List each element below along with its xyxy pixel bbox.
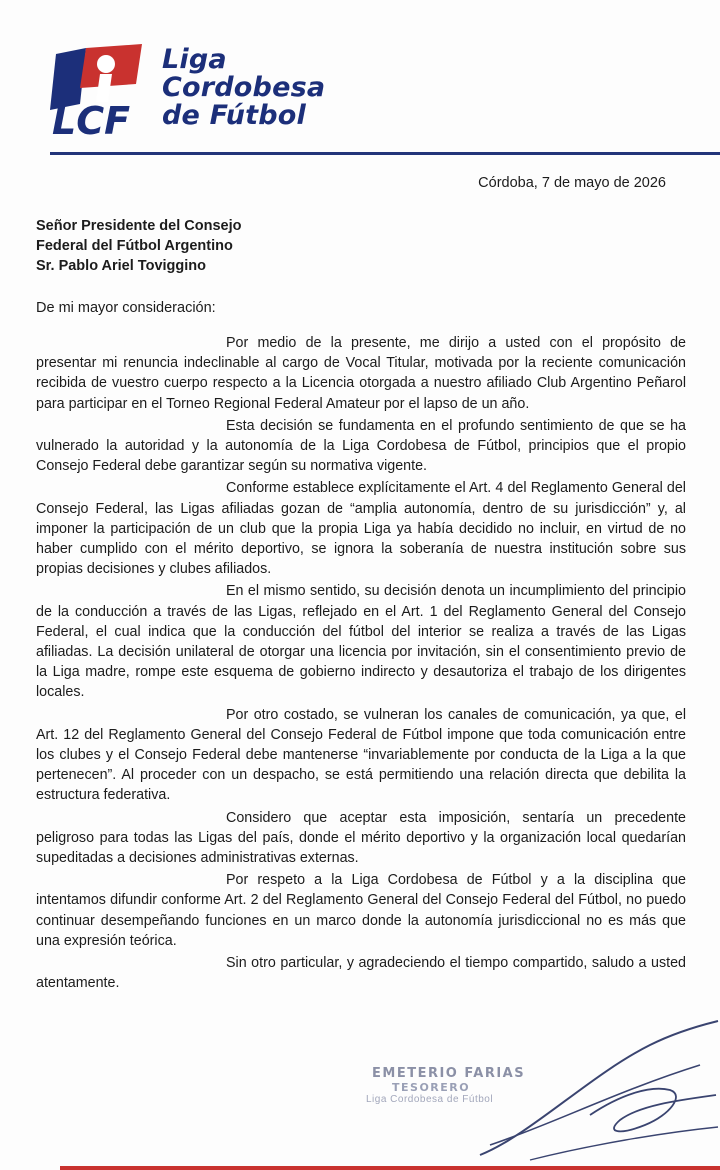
greeting: De mi mayor consideración: <box>36 300 216 316</box>
paragraph-3: Conforme establece explícitamente el Art. 4 del Reglamento General del Consejo Federal, las Ligas afiliadas gozan de “amplia autonomía, dentro de su jurisdicción” y, al imponer la participación de un club que la propia Liga ya había decidido no incluir, en virtud de no haber cumplido con el mérito deportivo, se ignora la soberanía de nuestra institución sobre sus propias decisiones y clubes afiliados. <box>36 480 686 578</box>
logo-wordmark <box>162 46 325 130</box>
paragraph-5: Por otro costado, se vulneran los canales de comunicación, ya que, el Art. 12 del Reglamento General del Consejo Federal de Fútbol impone que toda comunicación entre los clubes y el Consejo Federal debe mantenerse “invariablemente por conducta de la Liga a la que pertenecen”. Al proceder con un despacho, se está permitiendo una relación directa que debilita la estructura federativa. <box>36 706 686 804</box>
footer-divider <box>60 1166 720 1170</box>
handwritten-signature-icon <box>470 1015 720 1165</box>
lcf-logo <box>50 40 350 140</box>
stamp-org: Liga Cordobesa de Fútbol <box>366 1094 494 1105</box>
lcf-crest-icon <box>50 44 162 138</box>
recipient-line-2: Federal del Fútbol Argentino <box>36 238 233 254</box>
recipient-line-3: Sr. Pablo Ariel Toviggino <box>36 258 206 274</box>
paragraph-7: Por respeto a la Liga Cordobesa de Fútbol y a la disciplina que intentamos difundir conforme Art. 2 del Reglamento General del Consejo Federal del Fútbol, no puedo continuar desempeñando funciones en un marco donde la autonomía jurisdiccional no es más que una expresión teórica. <box>36 872 686 949</box>
header-divider <box>50 152 720 155</box>
stamp-role: TESORERO <box>392 1081 471 1094</box>
recipient-block <box>36 216 241 276</box>
paragraph-8: Sin otro particular, y agradeciendo el tiempo compartido, saludo a usted atentamente. <box>36 955 686 992</box>
letter-body <box>36 333 686 996</box>
paragraph-2: Esta decisión se fundamenta en el profundo sentimiento de que se ha vulnerado la autoridad y la autonomía de la Liga Cordobesa de Fútbol, principios que el propio Consejo Federal debe garantizar según su normativa vigente. <box>36 417 686 475</box>
logo-line-2: Cordobesa <box>162 72 326 103</box>
logo-line-1: Liga <box>162 44 227 75</box>
paragraph-4: En el mismo sentido, su decisión denota un incumplimiento del principio de la conducción a través de las Ligas, reflejado en el Art. 1 del Reglamento General del Consejo Federal, el cual indica que la conducción del fútbol del interior se realiza a través de las Ligas afiliadas. La decisión unilateral de otorgar una licencia por invitación, sin el consentimiento previo de la Liga madre, rompe este esquema de gobierno indirecto y desautoriza el trabajo de los dirigentes locales. <box>36 583 686 701</box>
letter-date: Córdoba, 7 de mayo de 2026 <box>478 175 666 191</box>
stamp-name: EMETERIO FARIAS <box>372 1066 526 1081</box>
recipient-line-1: Señor Presidente del Consejo <box>36 218 242 234</box>
logo-line-3: de Fútbol <box>162 100 306 131</box>
paragraph-6: Considero que aceptar esta imposición, sentaría un precedente peligroso para todas las Ligas del país, donde el mérito deportivo y la organización local quedarían supeditadas a decisiones administrativas externas. <box>36 809 686 867</box>
svg-text:LCF: LCF <box>52 99 131 138</box>
paragraph-1: Por medio de la presente, me dirijo a usted con el propósito de presentar mi renuncia indeclinable al cargo de Vocal Titular, motivada por la reciente comunicación recibida de vuestro cuerpo respecto a la Licencia otorgada a nuestro afiliado Club Argentino Peñarol para participar en el Torneo Regional Federal Amateur por el lapso de un año. <box>36 335 686 412</box>
